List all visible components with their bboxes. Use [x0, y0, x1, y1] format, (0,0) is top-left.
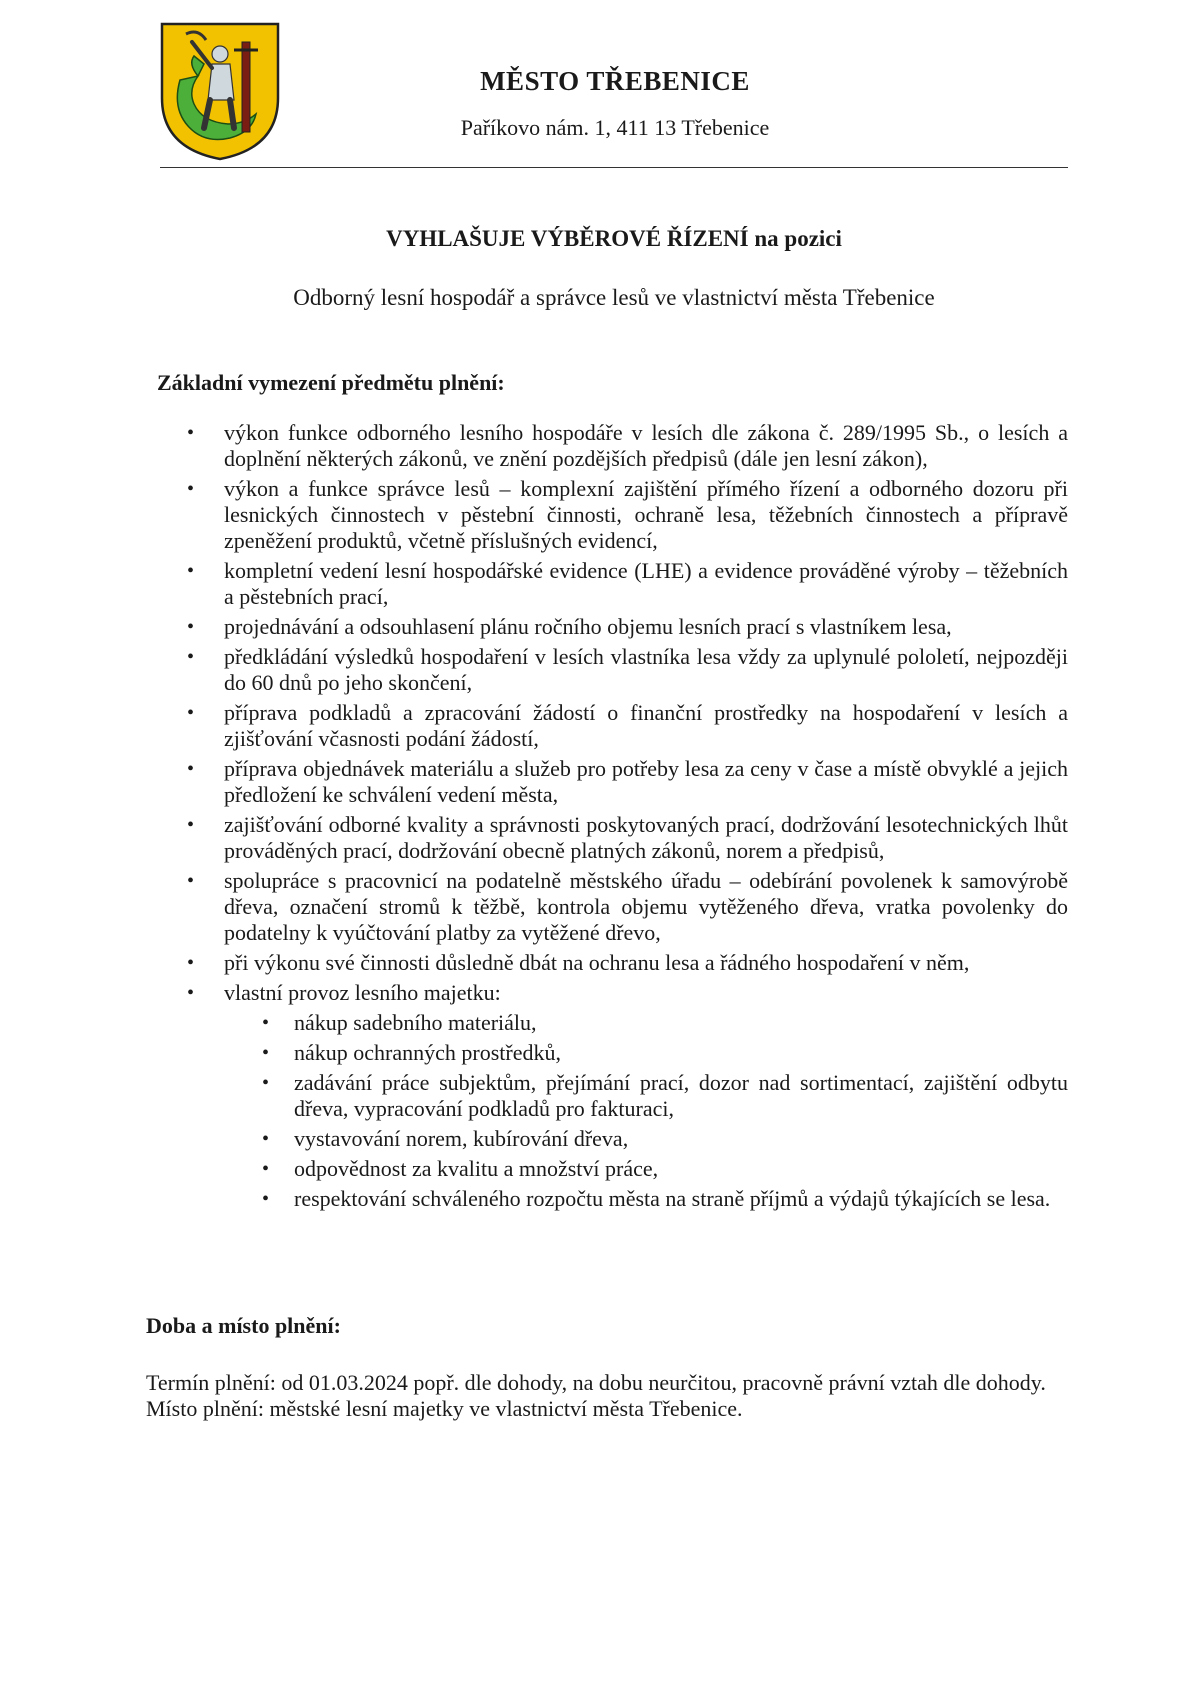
header-divider: [160, 167, 1068, 168]
duty-item: • spolupráce s pracovnicí na podatelně městského úřadu – odebírání povolenek k samovýrobě dřeva, označení stromů k těžbě, kontrola objemu vytěženého dřeva, vratka povolenky do podatelny k vyúčtování platby za vytěžené dřevo,: [186, 868, 1068, 946]
duty-item: • příprava objednávek materiálu a služeb pro potřeby lesa za ceny v čase a místě obvyklé a jejich předložení ke schválení vedení města,: [186, 756, 1068, 808]
scope-heading: Základní vymezení předmětu plnění:: [157, 370, 505, 395]
duties-list: [186, 420, 1068, 1216]
duty-item-forest-operation: [186, 980, 1068, 1212]
sub-item: • respektování schváleného rozpočtu města na straně příjmů a výdajů týkajících se lesa.: [224, 1186, 1068, 1212]
duty-item: • při výkonu své činnosti důsledně dbát na ochranu lesa a řádného hospodaření v něm,: [186, 950, 1068, 976]
duty-item: • předkládání výsledků hospodaření v lesích vlastníka lesa vždy za uplynulé pololetí, nejpozději do 60 dnů po jeho skončení,: [186, 644, 1068, 696]
sub-item: • vystavování norem, kubírování dřeva,: [224, 1126, 1068, 1152]
duty-item: • kompletní vedení lesní hospodářské evidence (LHE) a evidence prováděné výroby – těžebních a pěstebních prací,: [186, 558, 1068, 610]
town-crest-logo: [158, 20, 282, 162]
town-name: MĚSTO TŘEBENICE: [480, 66, 750, 96]
sub-item: • zadávání práce subjektům, přejímání prací, dozor nad sortimentací, zajištění odbytu dřeva, vypracování podkladů pro fakturaci,: [224, 1070, 1068, 1122]
place-line: Místo plnění: městské lesní majetky ve vlastnictví města Třebenice.: [146, 1396, 743, 1421]
duty-item: • výkon funkce odborného lesního hospodáře v lesích dle zákona č. 289/1995 Sb., o lesích a doplnění některých zákonů, ve znění pozdějších předpisů (dále jen lesní zákon),: [186, 420, 1068, 472]
sub-item: • nákup sadebního materiálu,: [224, 1010, 1068, 1036]
duty-item-label: vlastní provoz lesního majetku:: [224, 980, 501, 1005]
duty-item: • příprava podkladů a zpracování žádostí o finanční prostředky na hospodaření v lesích a zjišťování včasnosti podání žádostí,: [186, 700, 1068, 752]
sub-item: • odpovědnost za kvalitu a množství práce,: [224, 1156, 1068, 1182]
term-line: Termín plnění: od 01.03.2024 popř. dle dohody, na dobu neurčitou, pracovně právní vztah dle dohody.: [146, 1370, 1046, 1395]
period-text: [146, 1370, 1068, 1422]
sub-item: • nákup ochranných prostředků,: [224, 1040, 1068, 1066]
period-heading: Doba a místo plnění:: [146, 1313, 341, 1338]
announcement-title: VYHLAŠUJE VÝBĚROVÉ ŘÍZENÍ na pozici: [386, 226, 842, 251]
forest-operation-sublist: [224, 1010, 1068, 1212]
duty-item: • výkon a funkce správce lesů – komplexní zajištění přímého řízení a odborného dozoru při lesnických činnostech v pěstební činnosti, ochraně lesa, těžebních činnostech a přípravě zpeněžení produktů, včetně příslušných evidencí,: [186, 476, 1068, 554]
position-title: Odborný lesní hospodář a správce lesů ve vlastnictví města Třebenice: [293, 285, 935, 310]
town-address: Paříkovo nám. 1, 411 13 Třebenice: [460, 115, 770, 140]
duty-item: • zajišťování odborné kvality a správnosti poskytovaných prací, dodržování lesotechnických lhůt prováděných prací, dodržování obecně platných zákonů, norem a předpisů,: [186, 812, 1068, 864]
duty-item: • projednávání a odsouhlasení plánu ročního objemu lesních prací s vlastníkem lesa,: [186, 614, 1068, 640]
